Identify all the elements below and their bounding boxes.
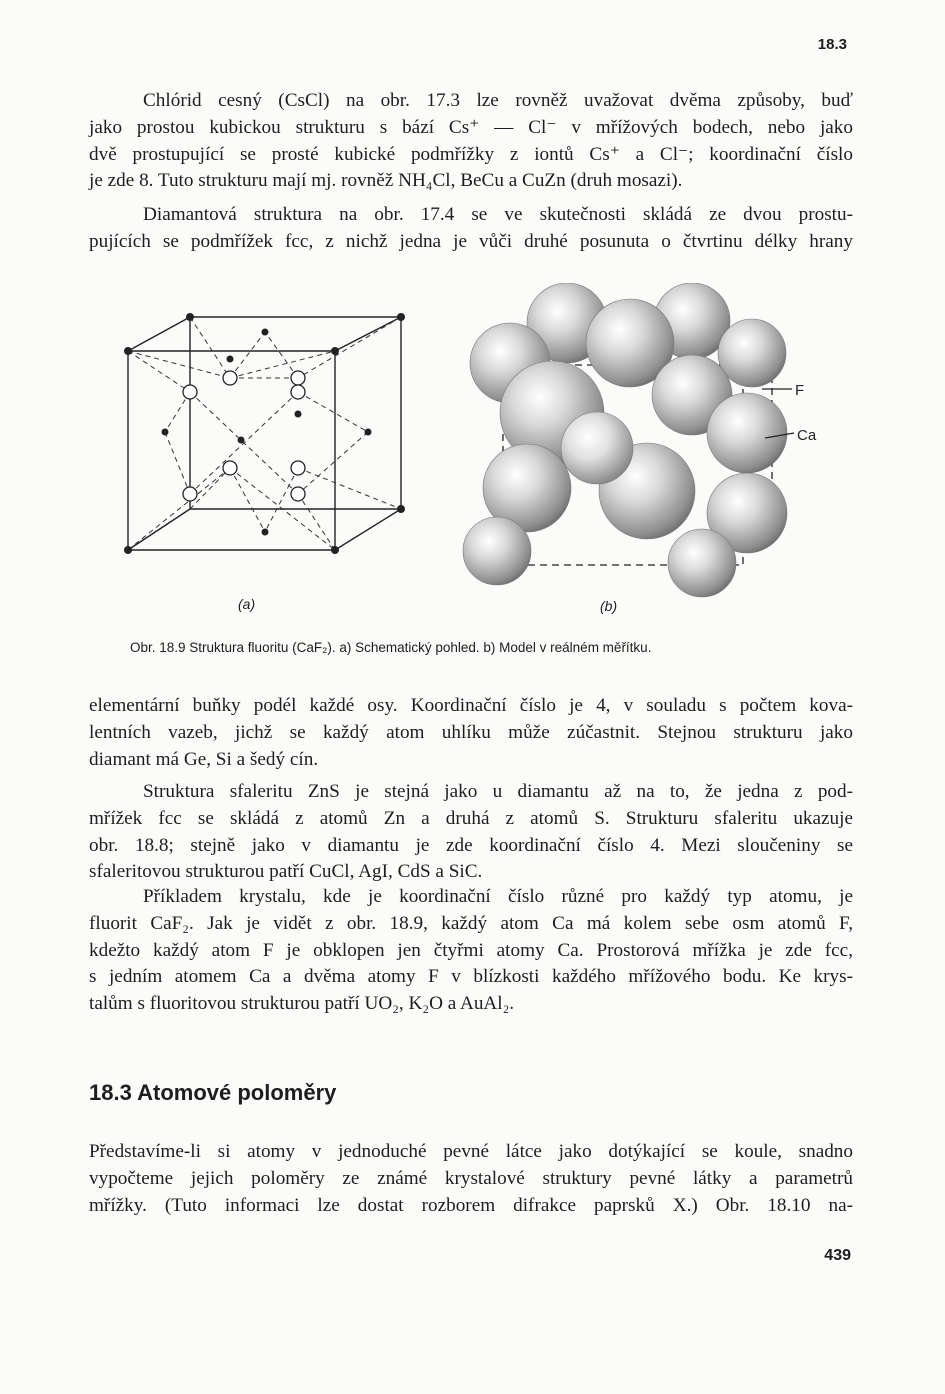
fluorine-atom <box>223 371 237 385</box>
running-header-section-number: 18.3 <box>817 36 847 53</box>
text-line: Příkladem krystalu, kde je koordinační číslo různé pro každý typ atomu, je <box>143 886 853 907</box>
text-line: mřížek fcc se skládá z atomů Zn a druhá z atomů S. Strukturu sfaleritu ukazuje <box>89 807 853 829</box>
paragraph-diamond-cont <box>89 693 853 773</box>
text-line: talům s fluoritovou strukturou patří UO₂, K₂O a AuAl₂. <box>89 993 515 1015</box>
text-line: lentních vazeb, jichž se každý atom uhlíku může zúčastnit. Stejnou strukturu jako <box>89 721 853 743</box>
figure-caption: Obr. 18.9 Struktura fluoritu (CaF₂). a) Schematický pohled. b) Model v reálném měřítku. <box>130 640 652 655</box>
section-heading: 18.3 Atomové poloměry <box>89 1080 337 1105</box>
fluorine-atom <box>223 461 237 475</box>
paragraph-atomic-radii <box>89 1139 853 1219</box>
text-line: Struktura sfaleritu ZnS je stejná jako u diamantu až na to, že jedna z pod- <box>143 781 853 802</box>
calcium-atom <box>295 411 302 418</box>
calcium-atom <box>365 429 372 436</box>
text-line: fluorit CaF₂. Jak je vidět z obr. 18.9, každý atom Ca má kolem sebe osm atomů F, <box>89 912 853 934</box>
calcium-atom <box>124 546 132 554</box>
fluorine-atom <box>291 461 305 475</box>
calcium-atom <box>238 437 245 444</box>
calcium-atom <box>331 347 339 355</box>
text-line: s jedním atomem Ca a dvěma atomy F v blízkosti každého mřížového bodu. Ke krys- <box>89 966 853 988</box>
fluorine-atom <box>291 371 305 385</box>
figure-label-a: (a) <box>238 596 256 612</box>
page-number: 439 <box>824 1247 851 1264</box>
text-line: mřížky. (Tuto informaci lze dostat rozborem difrakce paprsků X.) Obr. 18.10 na- <box>89 1194 853 1216</box>
figure-label-b: (b) <box>600 598 618 614</box>
text-line: obr. 18.8; stejně jako v diamantu je zde koordinační číslo 4. Mezi sloučeniny se <box>89 834 853 856</box>
calcium-atom <box>262 529 269 536</box>
text-line: diamant má Ge, Si a šedý cín. <box>89 748 319 770</box>
fluorine-atom <box>183 385 197 399</box>
text-line: kdežto každý atom F je obklopen jen čtyřmi atomy Ca. Prostorová mřížka je zde fcc, <box>89 939 853 961</box>
calcium-atom <box>262 329 269 336</box>
text-line: Představíme-li si atomy v jednoduché pevné látce jako dotýkající se koule, snadno <box>89 1141 853 1162</box>
text-line: elementární buňky podél každé osy. Koordinační číslo je 4, v souladu s počtem kova- <box>89 695 853 716</box>
figure-fluorite-model <box>462 283 832 598</box>
text-line: je zde 8. Tuto strukturu mají mj. rovněž NH₄Cl, BeCu a CuZn (druh mosazi). <box>89 170 683 192</box>
calcium-atom <box>331 546 339 554</box>
text-line: jako prostou kubickou strukturu s bází Cs⁺ — Cl⁻ v mřížových bodech, nebo jako <box>89 116 853 138</box>
text-line: pujících se podmřížek fcc, z nichž jedna je vůči druhé posunuta o čtvrtinu délky hrany <box>89 230 853 252</box>
fluorine-atom <box>183 487 197 501</box>
text-line: dvě prostupující se prosté kubické podmřížky z iontů Cs⁺ a Cl⁻; koordinační číslo <box>89 143 853 165</box>
text-line: Diamantová struktura na obr. 17.4 se ve skutečnosti skládá ze dvou prostu- <box>143 204 853 225</box>
calcium-atom <box>162 429 169 436</box>
text-line: sfaleritovou strukturou patří CuCl, AgI, CdS a SiC. <box>89 861 483 883</box>
paragraph-sphalerite <box>89 779 853 886</box>
figure-fluorite-schematic <box>115 302 415 572</box>
text-line: Chlórid cesný (CsCl) na obr. 17.3 lze rovněž uvažovat dvěma způsoby, buď <box>143 90 853 111</box>
label-fluorine: F <box>795 382 805 399</box>
label-calcium: Ca <box>797 427 817 444</box>
paragraph-cscl <box>89 88 853 195</box>
fluorine-atom <box>291 385 305 399</box>
paragraph-diamond <box>89 202 853 256</box>
calcium-atom <box>227 356 234 363</box>
calcium-atom <box>186 313 194 321</box>
calcium-atom <box>397 505 405 513</box>
fluorine-atom <box>291 487 305 501</box>
paragraph-fluorite <box>89 884 853 1018</box>
calcium-atom <box>124 347 132 355</box>
text-line: vypočteme jejich poloměry ze známé krystalové struktury pevné látky a parametrů <box>89 1167 853 1189</box>
calcium-atom <box>397 313 405 321</box>
